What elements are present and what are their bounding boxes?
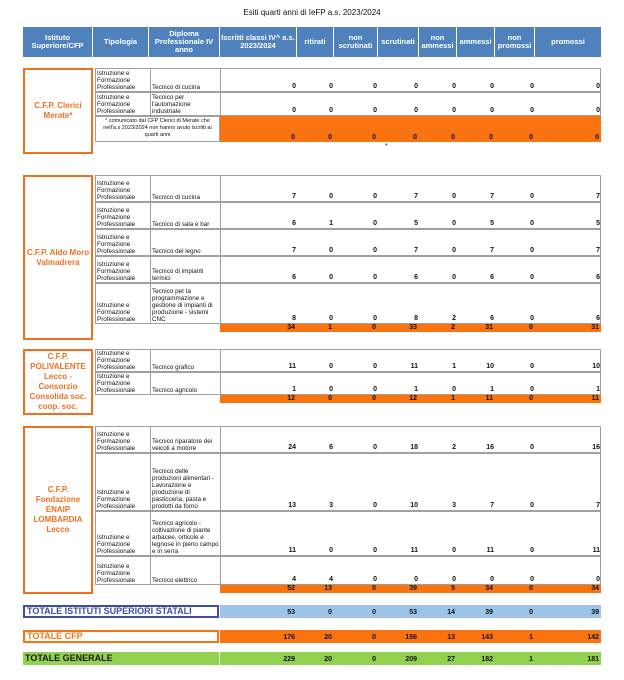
tipologia-cell: Istruzione e Formazione Professionale [97,534,136,555]
value-cell: 0 [373,547,377,554]
tipologia-cell: Istruzione e Formazione Professionale [97,373,136,394]
grand-total-cell: 176 [283,634,295,641]
grand-total-cell: 20 [324,634,332,641]
value-cell: 0 [329,363,333,370]
value-cell: 0 [530,547,534,554]
value-cell: 7 [490,193,494,200]
header-scrutinati: scrutinati [378,27,419,57]
value-cell: 11 [410,363,418,370]
value-cell: 1 [490,386,494,393]
table-row [95,68,601,92]
total-cell: 52 [287,585,295,592]
value-cell: 0 [373,83,377,90]
value-cell: 0 [373,274,377,281]
table-row [95,349,601,372]
value-cell: 7 [292,193,296,200]
tipologia-cell: Istruzione e Formazione Professionale [97,563,136,584]
grand-total-row [23,605,601,618]
value-cell: 10 [410,502,418,509]
value-cell: 3 [452,502,456,509]
grand-total-cell: 1 [529,634,533,641]
value-cell: 6 [329,444,333,451]
value-cell: 4 [329,576,333,583]
value-cell: 11 [288,547,296,554]
section-total-bar [220,395,601,403]
value-cell: 0 [414,576,418,583]
value-cell: 11 [486,547,494,554]
value-cell: 7 [596,193,600,200]
institute-name: C.F.P. Aldo Moro Valmadrera [23,175,93,340]
diploma-cell: Tecnico riparatore dei veicoli a motore [150,427,221,452]
total-cell: 1 [451,395,455,402]
grand-total-cell: 1 [529,656,533,663]
total-cell: 2 [451,324,455,331]
table-row [95,92,601,116]
total-cell: 1 [328,324,332,331]
value-cell: 7 [414,247,418,254]
total-cell: 0 [328,134,332,141]
section-total-bar [220,116,601,142]
institute-name: C.F.P. Fondazione ENAIP LOMBARDIA Lecco [23,426,93,594]
section-note: * comunicato dal CFP Clerici di Merate che nell'a.s 2023/2024 non hanno avuto iscritti ai quarti anni [95,116,220,142]
grand-total-cell: 20 [324,656,332,663]
total-cell: 12 [287,395,295,402]
diploma-cell: Tecnico di cucina [150,176,221,201]
grand-total-cell: 0 [372,634,376,641]
value-cell: 0 [292,107,296,114]
value-cell: 7 [490,247,494,254]
tipologia-cell: Istruzione e Formazione Professionale [97,350,136,371]
table-row [95,175,601,202]
diploma-cell: Tecnico di sala e bar [150,203,221,228]
value-cell: 0 [596,83,600,90]
header-istituto: Istituto Superiore/CFP [23,27,93,57]
value-cell: 0 [373,247,377,254]
grand-total-cell: 53 [287,609,295,616]
grand-total-cell: 0 [372,656,376,663]
value-cell: 0 [452,274,456,281]
value-cell: 7 [414,193,418,200]
section-total-bar [220,324,601,332]
value-cell: 0 [530,247,534,254]
diploma-cell: Tecnico di cucina [150,69,221,91]
value-cell: 0 [530,444,534,451]
value-cell: 0 [452,193,456,200]
grand-total-cell: 181 [587,656,599,663]
value-cell: 7 [596,502,600,509]
tipologia-cell: Istruzione e Formazione Professionale [97,302,136,323]
tipologia-cell: Istruzione e Formazione Professionale [97,207,136,228]
value-cell: 0 [329,193,333,200]
diploma-cell: Tecnico elettrico [150,557,221,584]
value-cell: 1 [452,363,456,370]
value-cell: 0 [452,386,456,393]
value-cell: 2 [452,315,456,322]
value-cell: 0 [452,107,456,114]
diploma-cell: Tecnico agricolo [150,373,221,394]
diploma-cell: Tecnico per l'automazione industriale [150,93,221,115]
total-cell: 5 [451,585,455,592]
total-cell: 0 [489,134,493,141]
section-total-bar [220,585,601,593]
value-cell: 1 [596,386,600,393]
header-non-ammessi: non ammessi [419,27,457,57]
table-header [23,27,601,57]
value-cell: 0 [329,274,333,281]
institute-name: C.F.P. POLIVALENTE Lecco - Consorzio Consolida soc. coop. soc. [23,349,93,415]
grand-total-label: TOTALE CFP [23,630,219,643]
total-cell: 31 [485,324,493,331]
total-cell: 0 [372,134,376,141]
value-cell: 1 [292,386,296,393]
grand-total-bar [220,630,601,643]
value-cell: 13 [288,502,296,509]
value-cell: 0 [530,315,534,322]
value-cell: 0 [530,502,534,509]
total-cell: 0 [372,395,376,402]
header-promossi: promossi [551,37,585,46]
value-cell: 6 [596,315,600,322]
value-cell: 0 [452,83,456,90]
header-diploma: Diploma Professionale IV anno [149,27,220,57]
total-cell: 0 [328,395,332,402]
total-cell: 34 [485,585,493,592]
total-cell: 33 [409,324,417,331]
grand-total-cell: 14 [447,609,455,616]
tipologia-cell: Istruzione e Formazione Professionale [97,234,136,255]
diploma-cell: Tecnico grafico [150,350,221,371]
grand-total-label: TOTALE ISTITUTI SUPERIORI STATALI [23,605,219,618]
grand-total-cell: 39 [591,609,599,616]
grand-total-cell: 27 [447,656,455,663]
grand-total-row [23,652,601,665]
value-cell: 0 [414,83,418,90]
value-cell: 0 [596,107,600,114]
value-cell: 0 [490,576,494,583]
tipologia-cell: Istruzione e Formazione Professionale [97,431,136,452]
value-cell: 7 [292,247,296,254]
value-cell: 0 [490,107,494,114]
header-tipologia: Tipologia [93,27,149,57]
total-cell: 0 [595,134,599,141]
value-cell: 0 [329,386,333,393]
tipologia-cell: Istruzione e Formazione Professionale [97,261,136,282]
diploma-cell: Tecnico del legno [150,230,221,255]
value-cell: 6 [490,315,494,322]
value-cell: 6 [292,274,296,281]
total-cell: 34 [591,585,599,592]
value-cell: 0 [373,107,377,114]
value-cell: 4 [292,576,296,583]
total-cell: 0 [529,585,533,592]
total-cell: 0 [529,134,533,141]
total-cell: 34 [287,324,295,331]
value-cell: 8 [292,315,296,322]
total-cell: 0 [529,324,533,331]
table-row [95,453,601,511]
grand-total-cell: 0 [328,609,332,616]
grand-total-cell: 209 [405,656,417,663]
value-cell: 5 [414,220,418,227]
grand-total-cell: 142 [587,634,599,641]
grand-total-cell: 53 [409,609,417,616]
value-cell: 18 [410,444,418,451]
value-cell: 0 [373,315,377,322]
value-cell: 0 [490,83,494,90]
total-cell: 0 [372,585,376,592]
diploma-cell: Tecnico agricolo - coltivazione di piante arbacee, orticole e legnose in pieno campo e in serra [150,512,221,555]
total-cell: 0 [372,324,376,331]
value-cell: 0 [530,193,534,200]
value-cell: 0 [452,247,456,254]
grand-total-label: TOTALE GENERALE [23,652,219,665]
grand-total-bar [220,605,601,618]
total-cell: 39 [409,585,417,592]
tipologia-cell: Istruzione e Formazione Professionale [97,489,136,510]
grand-total-cell: 0 [372,609,376,616]
value-cell: 0 [596,576,600,583]
table-row [95,229,601,256]
report-title: Esiti quarti anni di IeFP a.s. 2023/2024 [243,8,381,17]
value-cell: 5 [596,220,600,227]
header-non-scrutinati: non scrutinati [334,27,378,57]
grand-total-cell: 182 [481,656,493,663]
header-ammessi: ammessi [457,27,495,57]
total-cell: 0 [291,134,295,141]
footnote-star: * [385,143,388,150]
table-row [95,283,601,324]
value-cell: 11 [410,547,418,554]
value-cell: 0 [292,83,296,90]
table-row [95,511,601,556]
total-cell: 11 [591,395,599,402]
grand-total-cell: 13 [447,634,455,641]
value-cell: 0 [373,502,377,509]
value-cell: 16 [486,444,494,451]
header-ritirati: ritirati [297,27,334,57]
value-cell: 0 [373,576,377,583]
value-cell: 3 [329,502,333,509]
grand-total-row [23,630,601,643]
value-cell: 0 [373,386,377,393]
value-cell: 8 [414,315,418,322]
grand-total-bar [220,652,601,665]
diploma-cell: Tecnico per la programmazione e gestione di impianti di produzione - sistemi CNC [150,284,221,323]
value-cell: 0 [452,576,456,583]
value-cell: 0 [329,247,333,254]
grand-total-cell: 156 [405,634,417,641]
value-cell: 5 [490,220,494,227]
value-cell: 0 [452,220,456,227]
total-cell: 0 [413,134,417,141]
value-cell: 11 [592,547,600,554]
grand-total-cell: 229 [283,656,295,663]
value-cell: 0 [329,107,333,114]
value-cell: 11 [288,363,296,370]
table-row [95,426,601,453]
value-cell: 0 [329,315,333,322]
total-cell: 31 [591,324,599,331]
value-cell: 1 [329,220,333,227]
diploma-cell: Tecnico delle produzioni alimentari - Lavorazione e produzione di pasticceria, pasta e prodotti da forno [150,454,221,510]
value-cell: 0 [530,576,534,583]
grand-total-cell: 0 [529,609,533,616]
value-cell: 0 [530,363,534,370]
total-cell: 0 [529,395,533,402]
diploma-cell: Tecnico di impianti termici [150,257,221,282]
value-cell: 2 [452,444,456,451]
header-non-promossi: non promossi [495,27,535,57]
value-cell: 0 [373,444,377,451]
value-cell: 0 [530,83,534,90]
total-cell: 0 [451,134,455,141]
total-cell: 13 [324,585,332,592]
header-iscritti: Iscritti classi IV^ a.s. 2023/2024 [220,27,297,57]
tipologia-cell: Istruzione e Formazione Professionale [97,70,136,91]
value-cell: 0 [530,220,534,227]
tipologia-cell: Istruzione e Formazione Professionale [97,180,136,201]
value-cell: 0 [373,193,377,200]
total-cell: 11 [485,395,493,402]
value-cell: 6 [292,220,296,227]
value-cell: 6 [414,274,418,281]
grand-total-cell: 39 [485,609,493,616]
value-cell: 7 [596,247,600,254]
value-cell: 0 [530,274,534,281]
value-cell: 1 [414,386,418,393]
value-cell: 24 [288,444,296,451]
value-cell: 16 [592,444,600,451]
value-cell: 6 [490,274,494,281]
grand-total-cell: 143 [481,634,493,641]
tipologia-cell: Istruzione e Formazione Professionale [97,94,136,115]
value-cell: 0 [530,386,534,393]
value-cell: 0 [373,220,377,227]
table-row [95,202,601,229]
value-cell: 0 [329,83,333,90]
value-cell: 10 [592,363,600,370]
value-cell: 0 [373,363,377,370]
table-row [95,556,601,585]
value-cell: 0 [414,107,418,114]
institute-name: C.F.P. Clerici Merate* [23,68,93,154]
value-cell: 6 [596,274,600,281]
table-row [95,372,601,395]
value-cell: 7 [490,502,494,509]
value-cell: 0 [329,547,333,554]
value-cell: 10 [486,363,494,370]
value-cell: 0 [530,107,534,114]
total-cell: 12 [409,395,417,402]
table-row [95,256,601,283]
value-cell: 0 [452,547,456,554]
